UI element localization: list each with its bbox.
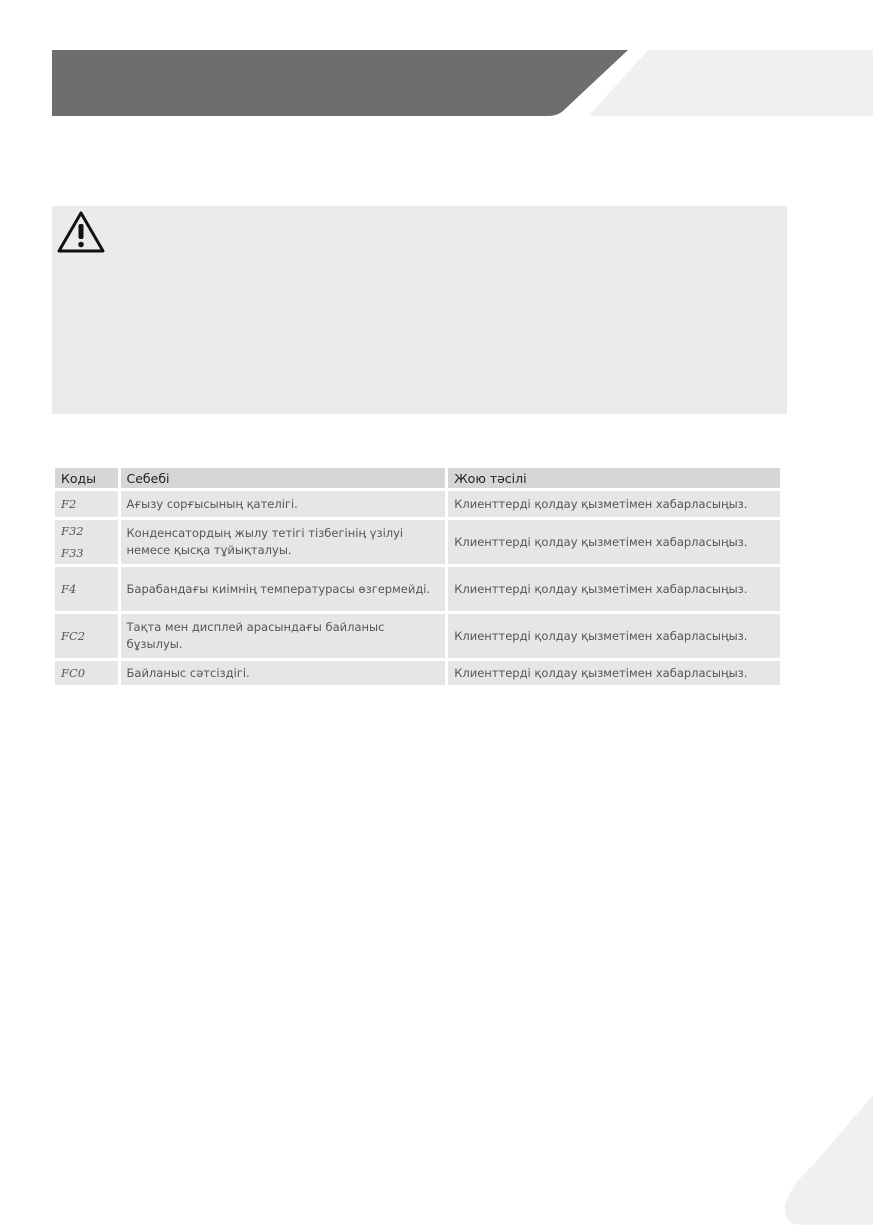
table-row [55,614,780,658]
error-cause: Байланыс сәтсіздігі. [121,661,446,685]
header-tab-light [588,50,873,116]
warning-box [52,206,787,414]
error-cause: Тақта мен дисплей арасындағы байланыс бұзылуы. [121,614,446,658]
error-remedy: Клиенттерді қолдау қызметімен хабарласыңыз. [448,520,780,564]
error-code: F32 F33 [55,520,118,564]
error-remedy: Клиенттерді қолдау қызметімен хабарласыңыз. [448,491,780,517]
header-codes: Коды [55,468,118,488]
warning-triangle-icon [56,210,106,254]
header-cause: Себебі [121,468,446,488]
table-row [55,661,780,685]
table-header-row [55,468,780,488]
error-cause: Барабандағы киімнің температурасы өзгермейді. [121,567,446,611]
error-cause: Конденсатордың жылу тетігі тізбегінің үзілуі немесе қысқа тұйықталуы. [121,520,446,564]
error-code: F2 [55,491,118,517]
error-codes-table [52,465,783,688]
error-code: FC2 [55,614,118,658]
header-band [52,50,632,116]
error-cause: Ағызу сорғысының қателігі. [121,491,446,517]
error-code: F4 [55,567,118,611]
table-row [55,491,780,517]
table-row [55,567,780,611]
table-row [55,520,780,564]
error-code: FC0 [55,661,118,685]
error-remedy: Клиенттерді қолдау қызметімен хабарласыңыз. [448,661,780,685]
header-remedy: Жою тәсілі [448,468,780,488]
page-corner-tab [783,1095,873,1225]
error-remedy: Клиенттерді қолдау қызметімен хабарласыңыз. [448,567,780,611]
error-remedy: Клиенттерді қолдау қызметімен хабарласыңыз. [448,614,780,658]
